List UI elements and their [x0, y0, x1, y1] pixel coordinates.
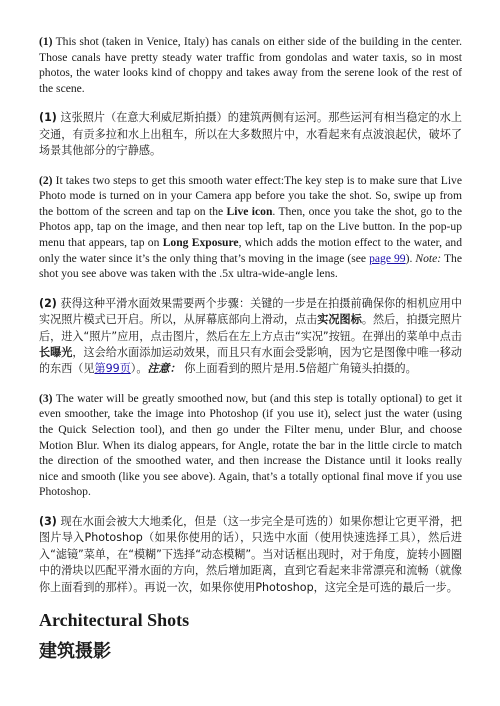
page-99-link[interactable]: page 99 — [369, 251, 406, 265]
paragraph-1-zh — [39, 110, 462, 159]
paragraph-text: 这张照片（在意大利威尼斯拍摄）的建筑两侧有运河。那些运河有相当稳定的水上交通，有贡多拉和水上出租车，所以在大多数照片中，水看起来有点波浪起伏，破坏了场景其他部分的宁静感。 — [39, 111, 462, 158]
step-number: (2) — [39, 173, 53, 187]
paragraph-1-en — [39, 34, 462, 96]
paragraph-text: ）。 — [130, 362, 148, 376]
paragraph-text: The water will be greatly smoothed now, but (and this step is totally optional) to get it even smoother, take the image into Photoshop (if you use it), select just the water (using the Quick Selection tool), and then go under the Filter menu, under Blur, and choose Motion Blur. When its dialog appears, for Angle, rotate the bar in the little circle to match the direction of the smoothed water, and then increase the Distance until it looks really nice and smooth (like you see above). Again, that’s a totally optional final move if you use Photoshop. — [39, 391, 462, 499]
step-number: (1) — [39, 35, 53, 48]
paragraph-text: ). — [405, 251, 416, 265]
paragraph-text: , which adds the motion effect to the water, and only the water since it’s the only thing that’s moving in the image (see — [39, 235, 462, 265]
bold-term-live-icon: Live icon — [226, 204, 273, 218]
paragraph-text: . Then, once you take the shot, go to the Photos app, tap on the image, and then near top left, tap on the Live button. In the pop-up menu that appears, tap on — [39, 204, 462, 249]
step-number: (1) — [39, 111, 57, 125]
paragraph-3-en — [39, 391, 462, 500]
paragraph-3-zh — [39, 514, 462, 596]
paragraph-text: 你上面看到的照片是用.5倍超广角镜头拍摄的。 — [180, 362, 417, 376]
paragraph-2-zh — [39, 296, 462, 378]
paragraph-text: 获得这种平滑水面效果需要两个步骤：关键的一步是在拍摄前确保你的相机应用中实况照片模式已开启。所以，从屏幕底部向上滑动，点击 — [39, 296, 462, 327]
step-number: (2) — [39, 296, 57, 310]
section-heading-zh: 建筑摄影 — [39, 640, 111, 662]
section-heading-en: Architectural Shots — [39, 609, 190, 630]
note-label: Note: — [415, 251, 442, 265]
note-label: 注意： — [147, 362, 181, 376]
bold-term-long-exposure: 长曝光 — [39, 345, 73, 359]
paragraph-text: ，这会给水面添加运动效果，而且只有水面会受影响，因为它是图像中唯一移动的东西（见 — [39, 345, 462, 376]
paragraph-text: It takes two steps to get this smooth water effect:The key step is to make sure that Live Photo mode is turned on in your Camera app before you take the shot. So, swipe up from the bottom of the screen and tap on the — [39, 173, 462, 218]
bold-term-live-icon: 实况图标 — [317, 313, 362, 327]
paragraph-text: 。然后，拍摄完照片后，进入“照片”应用，点击图片，然后在左上方点击“实况”按钮。在弹出的菜单中点击 — [39, 313, 462, 343]
step-number: (3) — [39, 391, 53, 405]
paragraph-text: The shot you see above was taken with the .5x ultra-wide-angle lens. — [39, 251, 462, 281]
paragraph-text: This shot (taken in Venice, Italy) has canals on either side of the building in the center. Those canals have pretty steady water traffic from gondolas and water taxis, so in most photos, the water looks kind of choppy and takes away from the serene look of the rest of the scene. — [39, 35, 462, 95]
paragraph-2-en — [39, 173, 462, 282]
paragraph-text: 现在水面会被大大地柔化，但是（这一步完全是可选的）如果你想让它更平滑，把图片导入Photoshop（如果你使用的话），只选中水面（使用快速选择工具），然后进入“滤镜”菜单，在“模糊”下选择“动态模糊”。当对话框出现时，对于角度，旋转小圆圈中的滑块以匹配平滑水面的方向，然后增加距离，直到它看起来非常漂亮和流畅（就像你上面看到的那样）。再说一次，如果你使用Photoshop，这完全是可选的最后一步。 — [39, 514, 462, 594]
page-99-link[interactable]: 第99页 — [94, 362, 131, 376]
step-number: (3) — [39, 514, 57, 528]
bold-term-long-exposure: Long Exposure — [162, 235, 239, 249]
